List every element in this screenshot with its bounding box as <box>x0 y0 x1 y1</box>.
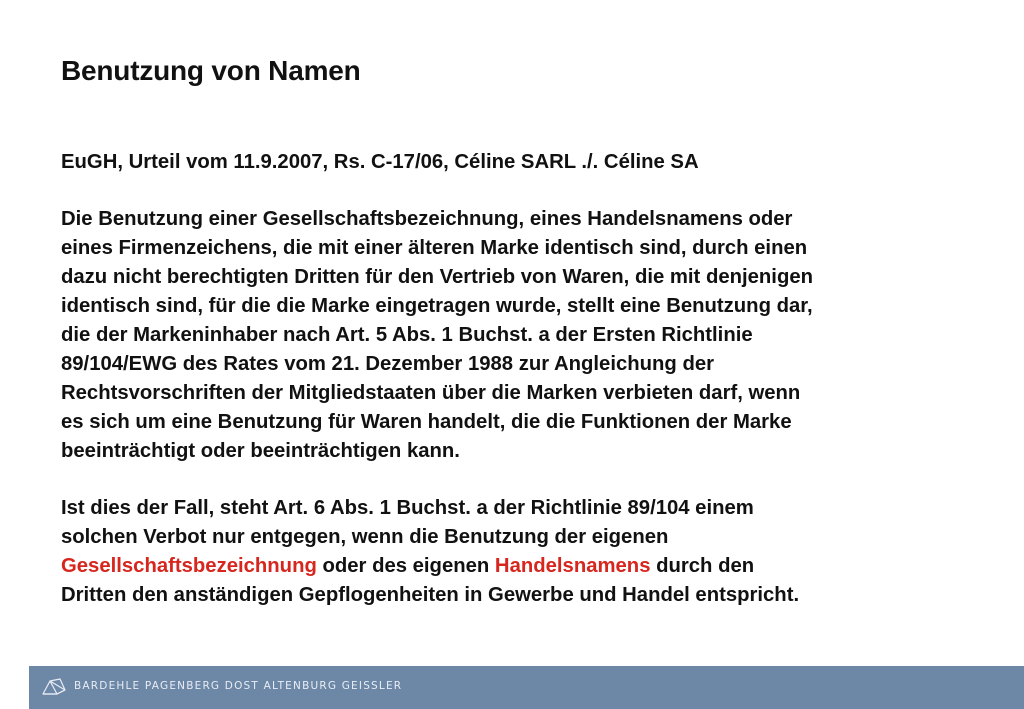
paragraph-line: 89/104/EWG des Rates vom 21. Dezember 1988 zur Angleichung der <box>61 353 715 375</box>
bardehle-logo-icon <box>41 676 67 698</box>
paragraph-exception <box>61 494 961 610</box>
slide-content <box>61 148 961 610</box>
paragraph-spacer <box>61 177 961 205</box>
paragraph-line: Die Benutzung einer Gesellschaftsbezeichnung, eines Handelsnamens oder <box>61 208 793 230</box>
paragraph-line: die der Markeninhaber nach Art. 5 Abs. 1 Buchst. a der Ersten Richtlinie <box>61 324 753 346</box>
paragraph-line: beeinträchtigt oder beeinträchtigen kann. <box>61 440 460 462</box>
highlight-gesellschaftsbezeichnung: Gesellschaftsbezeichnung <box>61 555 317 577</box>
paragraph-line: Rechtsvorschriften der Mitgliedstaaten über die Marken verbieten darf, wenn <box>61 382 801 404</box>
paragraph-line: identisch sind, für die die Marke eingetragen wurde, stellt eine Benutzung dar, <box>61 295 813 317</box>
paragraph-line: dazu nicht berechtigten Dritten für den Vertrieb von Waren, die mit denjenigen <box>61 266 813 288</box>
paragraph-line: Dritten den anständigen Gepflogenheiten in Gewerbe und Handel entspricht. <box>61 584 800 606</box>
text-fragment: oder des eigenen <box>316 555 495 577</box>
highlight-handelsnamens: Handelsnamens <box>494 555 651 577</box>
paragraph-line: eines Firmenzeichens, die mit einer älteren Marke identisch sind, durch einen <box>61 237 808 259</box>
paragraph-judgment <box>61 205 961 466</box>
paragraph-line: Ist dies der Fall, steht Art. 6 Abs. 1 Buchst. a der Richtlinie 89/104 einem <box>61 497 754 519</box>
footer-brand-text: BARDEHLE PAGENBERG DOST ALTENBURG GEISSLER <box>74 680 403 692</box>
footer-bar <box>29 666 1024 709</box>
paragraph-spacer <box>61 466 961 494</box>
slide-title: Benutzung von Namen <box>61 55 361 86</box>
paragraph-line-highlighted <box>61 552 961 581</box>
paragraph-line: es sich um eine Benutzung für Waren handelt, die die Funktionen der Marke <box>61 411 792 433</box>
text-fragment: durch den <box>650 555 755 577</box>
case-reference: EuGH, Urteil vom 11.9.2007, Rs. C-17/06, Céline SARL ./. Céline SA <box>61 151 699 173</box>
paragraph-line: solchen Verbot nur entgegen, wenn die Benutzung der eigenen <box>61 526 669 548</box>
